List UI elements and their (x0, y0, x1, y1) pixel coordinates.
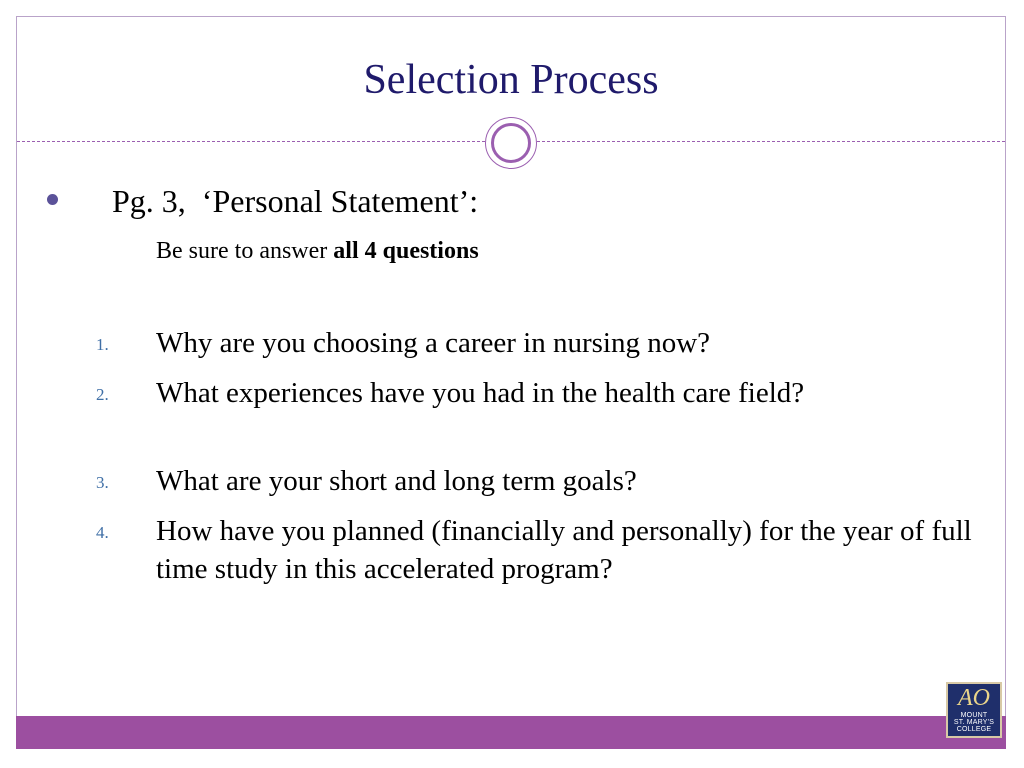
list-item-text: Why are you choosing a career in nursing now? (156, 327, 711, 359)
instruction-prefix: Be sure to answer (156, 238, 334, 264)
logo-line-1: MOUNT (960, 712, 988, 719)
bullet-icon (47, 194, 58, 205)
list-item-number: 3. (96, 473, 109, 492)
section-heading: Pg. 3, ‘Personal Statement’: (112, 183, 479, 219)
list-item-number: 1. (96, 335, 109, 354)
logo-mark: AO (958, 685, 990, 711)
instruction-text (156, 236, 479, 266)
list-item-number: 2. (96, 385, 109, 404)
list-item-text: How have you planned (financially and personally) for the year of full time study in this accelerated program? (156, 515, 972, 585)
list-item-text: What are your short and long term goals? (156, 465, 637, 497)
slide-title: Selection Process (363, 57, 659, 103)
logo-line-3: COLLEGE (956, 726, 992, 733)
logo-line-2: ST. MARY'S (953, 719, 995, 726)
college-logo (946, 682, 1002, 738)
divider-circle-ornament (485, 117, 537, 169)
footer-bar (16, 716, 1006, 749)
instruction-emphasis: all 4 questions (333, 238, 479, 264)
list-item-text: What experiences have you had in the health care field? (156, 377, 805, 409)
list-item-number: 4. (96, 523, 109, 542)
